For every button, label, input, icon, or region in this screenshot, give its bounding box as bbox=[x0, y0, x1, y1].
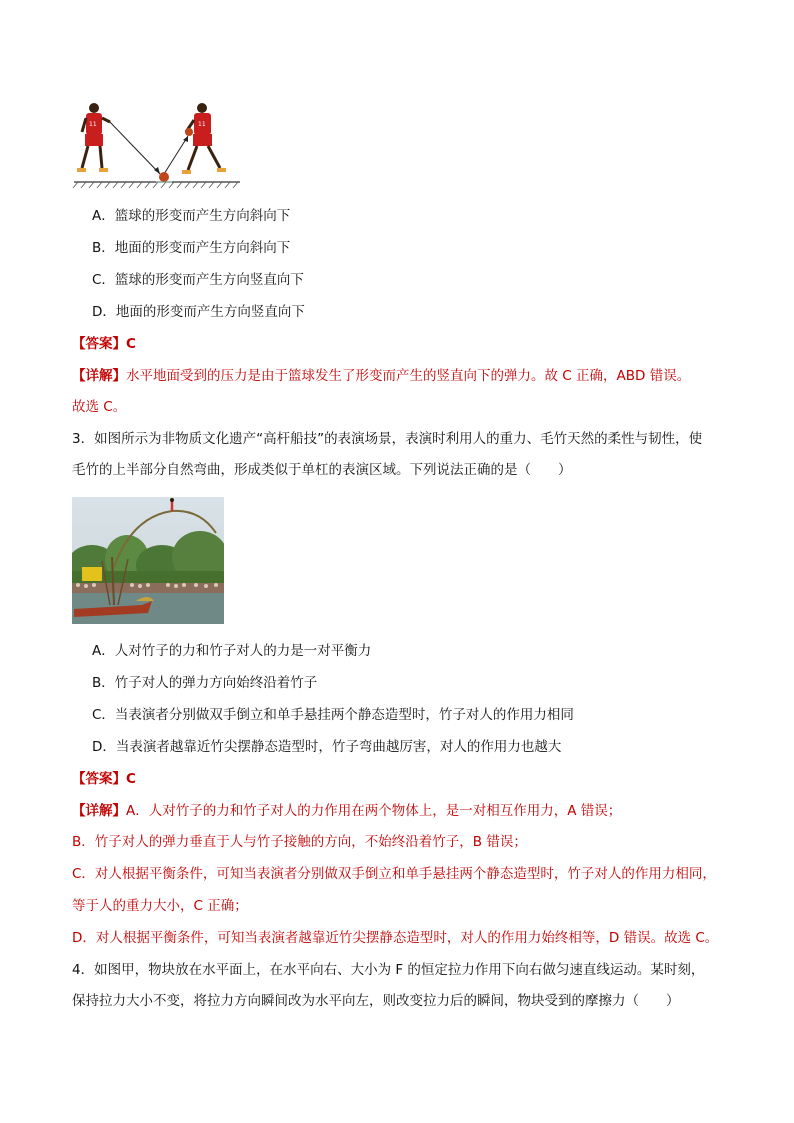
q2-option-a: A．篮球的形变而产生方向斜向下 bbox=[92, 208, 291, 224]
q2-option-b: B．地面的形变而产生方向斜向下 bbox=[92, 240, 291, 256]
right-jersey-number: 11 bbox=[198, 121, 206, 128]
q3-option-a: A．人对竹子的力和竹子对人的力是一对平衡力 bbox=[92, 643, 372, 659]
detail-label: 【详解】 bbox=[72, 803, 126, 819]
q3-detail-d: D．对人根据平衡条件，可知当表演者越靠近竹尖摆静态造型时，对人的作用力始终相等，D 错误。故选 C。 bbox=[72, 930, 719, 946]
q2-detail-conclusion: 故选 C。 bbox=[72, 399, 127, 415]
q3-detail-b: B．竹子对人的弹力垂直于人与竹子接触的方向，不始终沿着竹子，B 错误； bbox=[72, 834, 527, 850]
q3-option-d: D．当表演者越靠近竹尖摆静态造型时，竹子弯曲越厉害，对人的作用力也越大 bbox=[92, 739, 562, 755]
q3-answer bbox=[72, 769, 136, 789]
q3-detail-c1: C．对人根据平衡条件，可知当表演者分别做双手倒立和单手悬挂两个静态造型时，竹子对人的作用力相同， bbox=[72, 866, 716, 882]
answer-value: C bbox=[126, 771, 136, 787]
q4-stem-line2: 保持拉力大小不变，将拉力方向瞬间改为水平向左，则改变拉力后的瞬间，物块受到的摩擦力（ ） bbox=[72, 993, 680, 1009]
detail-label: 【详解】 bbox=[72, 368, 126, 384]
q4-stem-line1: 4．如图甲，物块放在水平面上，在水平向右、大小为 F 的恒定拉力作用下向右做匀速直线运动。某时刻， bbox=[72, 962, 705, 978]
q2-option-c: C．篮球的形变而产生方向竖直向下 bbox=[92, 272, 304, 288]
basketball-figure bbox=[72, 98, 242, 190]
answer-value: C bbox=[126, 336, 136, 352]
q3-detail-c2: 等于人的重力大小，C 正确； bbox=[72, 898, 248, 914]
q3-stem-line2: 毛竹的上半部分自然弯曲，形成类似于单杠的表演区域。下列说法正确的是（ ） bbox=[72, 462, 572, 478]
bamboo-pole-boat-photo bbox=[72, 497, 224, 624]
q3-stem-line1: 3．如图所示为非物质文化遗产“高杆船技”的表演场景，表演时利用人的重力、毛竹天然的柔性与韧性，使 bbox=[72, 431, 703, 447]
q2-answer bbox=[72, 334, 136, 354]
detail-text: 水平地面受到的压力是由于篮球发生了形变而产生的竖直向下的弹力。故 C 正确，ABD 错误。 bbox=[126, 368, 691, 384]
q2-detail bbox=[72, 366, 690, 386]
detail-text-a: A．人对竹子的力和竹子对人的力作用在两个物体上，是一对相互作用力，A 错误； bbox=[126, 803, 622, 819]
q3-option-c: C．当表演者分别做双手倒立和单手悬挂两个静态造型时，竹子对人的作用力相同 bbox=[92, 707, 574, 723]
q2-option-d: D．地面的形变而产生方向竖直向下 bbox=[92, 304, 305, 320]
answer-label: 【答案】 bbox=[72, 771, 126, 787]
q3-detail-a bbox=[72, 801, 621, 821]
left-jersey-number: 11 bbox=[89, 121, 97, 128]
q3-option-b: B．竹子对人的弹力方向始终沿着竹子 bbox=[92, 675, 318, 691]
answer-label: 【答案】 bbox=[72, 336, 126, 352]
